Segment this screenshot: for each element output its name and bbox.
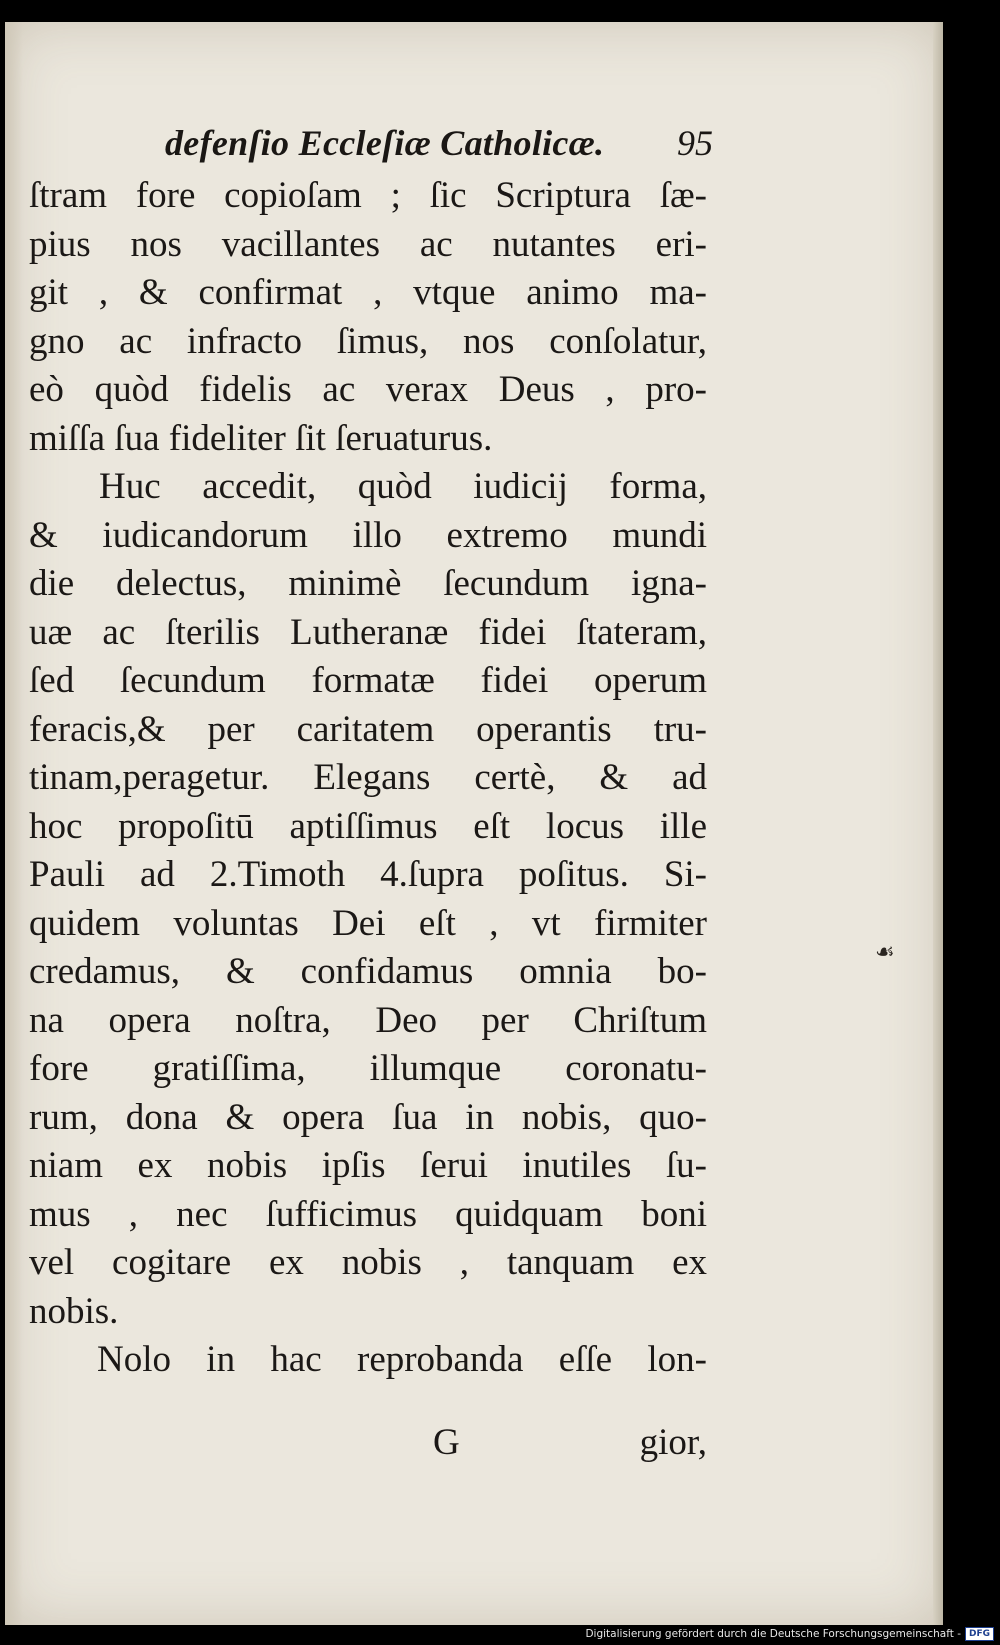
text-line: credamus, & confidamus omnia bo- — [29, 951, 707, 992]
text-line: miſſa ſua fideliter ſit ſeruaturus. — [29, 417, 493, 459]
text-line: feracis,& per caritatem operantis tru- — [29, 708, 707, 750]
footer-credit — [585, 1627, 994, 1641]
text-line: quidem voluntas Dei eſt , vt firmiter — [29, 902, 707, 944]
text-line: niam ex nobis ipſis ſerui inutiles ſu- — [29, 1145, 707, 1186]
running-head: defenſio Eccleſiæ Catholicæ. — [165, 123, 605, 163]
text-line: & iudicandorum illo extremo mundi — [29, 514, 707, 556]
text-line: mus , nec ſufficimus quidquam boni — [29, 1193, 707, 1235]
text-line: die delectus, minimè ſecundum igna- — [29, 563, 707, 604]
text-line: vel cogitare ex nobis , tanquam ex — [29, 1242, 707, 1283]
gutter-shadow — [5, 22, 23, 1625]
text-line: hoc propoſitū aptiſſimus eſt locus ille — [29, 805, 707, 847]
text-line: fore gratiſſima, illumque coronatu- — [29, 1048, 707, 1089]
credit-text: Digitalisierung gefördert durch die Deutsche Forschungsgemeinschaft - — [585, 1628, 961, 1640]
text-line: ſed ſecundum formatæ fidei operum — [29, 660, 707, 701]
page-edge — [933, 22, 943, 1625]
paragraph-start-line: Huc accedit, quòd iudicij forma, — [99, 466, 707, 507]
text-line: Pauli ad 2.Timoth 4.ſupra poſitus. Si- — [29, 854, 707, 895]
text-line: nobis. — [29, 1290, 119, 1332]
text-line: eò quòd fidelis ac verax Deus , pro- — [29, 369, 707, 410]
book-page — [5, 22, 943, 1625]
margin-ornament-icon: ☙ — [875, 940, 895, 965]
dfg-logo: DFG — [965, 1627, 994, 1641]
text-line: na opera noſtra, Deo per Chriſtum — [29, 999, 707, 1041]
text-line: rum, dona & opera ſua in nobis, quo- — [29, 1096, 707, 1138]
signature-line — [29, 1421, 707, 1469]
text-line: git , & confirmat , vtque animo ma- — [29, 272, 707, 313]
body-text — [29, 172, 707, 1385]
page-number: 95 — [677, 123, 713, 163]
text-line: tinam,peragetur. Elegans certè, & ad — [29, 757, 707, 798]
signature-mark: G — [433, 1422, 460, 1463]
text-line: pius nos vacillantes ac nutantes eri- — [29, 223, 707, 265]
text-line: gno ac infracto ſimus, nos conſolatur, — [29, 320, 707, 362]
text-line: uæ ac ſterilis Lutheranæ fidei ſtateram, — [29, 611, 707, 653]
text-line: ſtram fore copioſam ; ſic Scriptura ſæ- — [29, 175, 707, 216]
catchword: gior, — [639, 1422, 707, 1463]
paragraph-start-line: Nolo in hac reprobanda eſſe lon- — [97, 1339, 707, 1380]
